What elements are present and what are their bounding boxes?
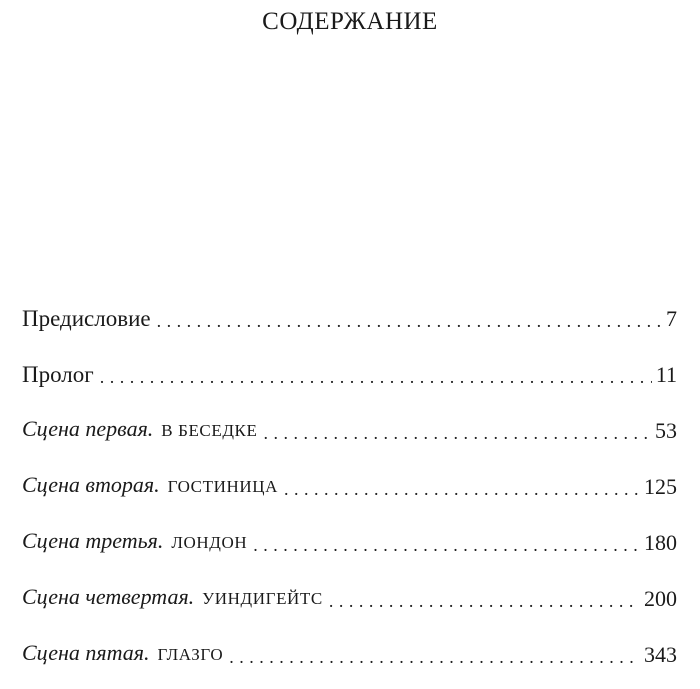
toc-entry-title: Пролог [22, 362, 94, 387]
dot-leader [284, 476, 640, 502]
toc-entry-scene-3[interactable] [22, 524, 677, 558]
toc-page-number: 343 [644, 642, 677, 667]
toc-scene-number: Сцена вторая. [22, 472, 160, 497]
toc-entry-label [22, 526, 247, 558]
toc-page-number: 200 [644, 586, 677, 611]
dot-leader [263, 420, 651, 446]
toc-entry-label [22, 304, 151, 334]
toc-entry-scene-1[interactable] [22, 412, 677, 446]
toc-entry-scene-4[interactable] [22, 580, 677, 614]
toc-entry-scene-2[interactable] [22, 468, 677, 502]
dot-leader [229, 644, 640, 670]
toc-entry-preface[interactable] [22, 300, 677, 334]
toc-scene-title: В БЕСЕДКЕ [161, 421, 258, 440]
page-title: СОДЕРЖАНИЕ [262, 8, 438, 35]
toc-scene-title: ЛОНДОН [171, 533, 248, 552]
toc-scene-title: ГОСТИНИЦА [167, 477, 278, 496]
toc-entry-label [22, 360, 94, 390]
toc-scene-title: ГЛАЗГО [157, 645, 224, 664]
toc-page-number: 125 [644, 474, 677, 499]
dot-leader [329, 588, 640, 614]
toc-page-number: 180 [644, 530, 677, 555]
dot-leader [157, 308, 662, 334]
toc-entry-label [22, 414, 257, 446]
toc-page-number: 7 [666, 306, 677, 331]
toc-entry-label [22, 582, 323, 614]
toc-entry-title: Предисловие [22, 306, 151, 331]
dot-leader [253, 532, 640, 558]
toc-entry-label [22, 470, 278, 502]
toc-scene-number: Сцена первая. [22, 416, 154, 441]
toc-entry-prologue[interactable] [22, 356, 677, 390]
toc-entry-scene-5[interactable] [22, 636, 677, 670]
toc-page-number: 11 [655, 362, 677, 387]
dot-leader [100, 364, 652, 390]
toc-scene-number: Сцена четвертая. [22, 584, 195, 609]
toc-entry-label [22, 638, 223, 670]
toc-scene-number: Сцена пятая. [22, 640, 150, 665]
toc-scene-number: Сцена третья. [22, 528, 164, 553]
toc-scene-title: УИНДИГЕЙТС [202, 589, 323, 608]
toc-page-number: 53 [655, 418, 677, 443]
